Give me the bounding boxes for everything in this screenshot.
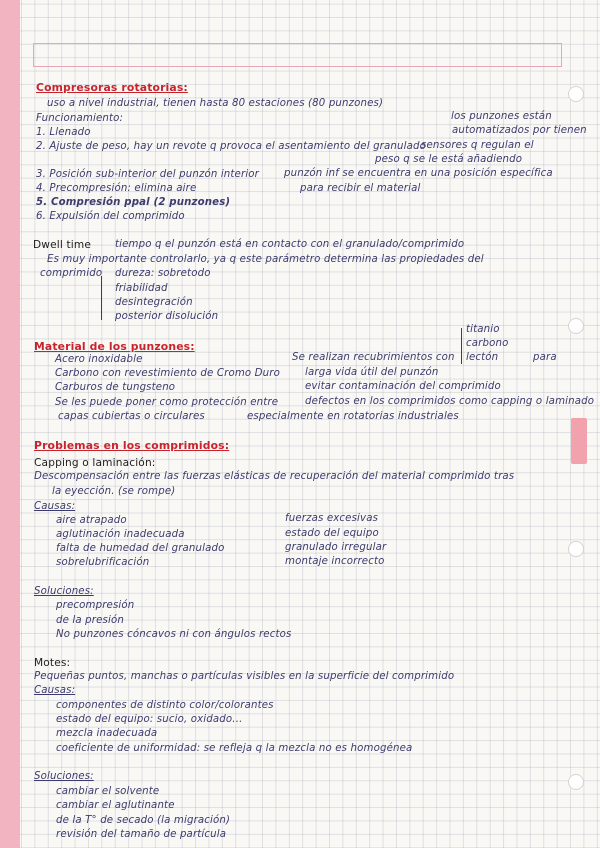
text-line: sobrelubrificación [56,557,150,568]
text-line: dureza: sobretodo [115,268,211,279]
text-line: friabilidad [115,283,168,294]
margin-strip [0,0,20,848]
text-line: 1. Llenado [36,127,91,138]
text-line: titanio [466,324,500,335]
binder-hole [568,774,584,790]
text-line: automatizados por tienen [452,125,587,136]
text-line: comprimido [40,268,103,279]
text-line: Se realizan recubrimientos con [292,352,455,363]
text-line: defectos en los comprimidos como capping o laminado [305,396,595,407]
text-line: desintegración [115,297,193,308]
text-line: aire atrapado [56,515,127,526]
text-line: revisión del tamaño de partícula [56,829,227,840]
text-line: carbono [466,338,509,349]
binder-hole [568,541,584,557]
binder-hole [568,318,584,334]
text-line: de la presión [56,615,124,626]
text-line: para recibir el material [300,183,421,194]
text-line: cambiar el solvente [56,786,160,797]
text-line: estado del equipo [285,528,379,539]
bracket [101,276,102,320]
section-heading: Compresoras rotatorias: [36,81,188,94]
text-line: especialmente en rotatorias industriales [247,411,459,422]
text-line: tiempo q el punzón está en contacto con el granulado/comprimido [115,239,465,250]
text-line: peso q se le está añadiendo [375,154,523,165]
text-line: punzón inf se encuentra en una posición específica [284,168,553,179]
text-line: Pequeñas puntos, manchas o partículas visibles en la superficie del comprimido [34,671,455,682]
text-line: larga vida útil del punzón [305,367,439,378]
text-line: 6. Expulsión del comprimido [36,211,185,222]
text-line: los punzones están [451,111,552,122]
page-tab [571,418,587,464]
text-line: precompresión [56,600,135,611]
text-line: 3. Posición sub-interior del punzón interior [36,169,260,180]
text-line: uso a nivel industrial, tienen hasta 80 estaciones (80 punzones) [47,98,384,109]
text-line: para [533,352,557,363]
text-line: lectón [466,352,499,363]
text-line: 5. Compresión ppal (2 punzones) [36,197,231,208]
term-heading: Motes: [34,657,71,669]
text-line: mezcla inadecuada [56,728,158,739]
text-line: Causas: [34,685,76,696]
term-heading: Dwell time [33,239,92,251]
text-line: Funcionamiento: [36,113,124,124]
text-line: Soluciones: [34,771,94,782]
text-line: cambiar el aglutinante [56,800,175,811]
section-heading: Problemas en los comprimidos: [34,439,230,452]
text-line: de la T° de secado (la migración) [56,815,231,826]
text-line: 4. Precompresión: elimina aire [36,183,197,194]
text-line: coeficiente de uniformidad: se refleja q la mezcla no es homogénea [56,743,413,754]
text-line: estado del equipo: sucio, oxidado... [56,714,243,725]
bracket [461,328,462,364]
section-heading: Material de los punzones: [34,340,195,353]
text-line: montaje incorrecto [285,556,385,567]
text-line: componentes de distinto color/colorantes [56,700,274,711]
header-box [33,43,562,67]
text-line: fuerzas excesivas [285,513,379,524]
text-line: Descompensación entre las fuerzas elásticas de recuperación del material comprimido tras [34,471,515,482]
text-line: falta de humedad del granulado [56,543,225,554]
text-line: capas cubiertas o circulares [58,411,205,422]
text-line: la eyección. (se rompe) [52,486,176,497]
text-line: sensores q regulan el [421,140,534,151]
text-line: Causas: [34,501,76,512]
text-line: granulado irregular [285,542,387,553]
term-heading: Capping o laminación: [34,457,156,469]
text-line: aglutinación inadecuada [56,529,185,540]
text-line: posterior disolución [115,311,219,322]
text-line: Acero inoxidable [55,354,143,365]
text-line: Soluciones: [34,586,94,597]
text-line: 2. Ajuste de peso, hay un revote q provoca el asentamiento del granulado [36,141,427,152]
text-line: Carbono con revestimiento de Cromo Duro [55,368,281,379]
text-line: Se les puede poner como protección entre [55,397,279,408]
text-line: No punzones cóncavos ni con ángulos rectos [56,629,292,640]
binder-hole [568,86,584,102]
text-line: Es muy importante controlarlo, ya q este parámetro determina las propiedades del [47,254,484,265]
text-line: Carburos de tungsteno [55,382,176,393]
text-line: evitar contaminación del comprimido [305,381,501,392]
